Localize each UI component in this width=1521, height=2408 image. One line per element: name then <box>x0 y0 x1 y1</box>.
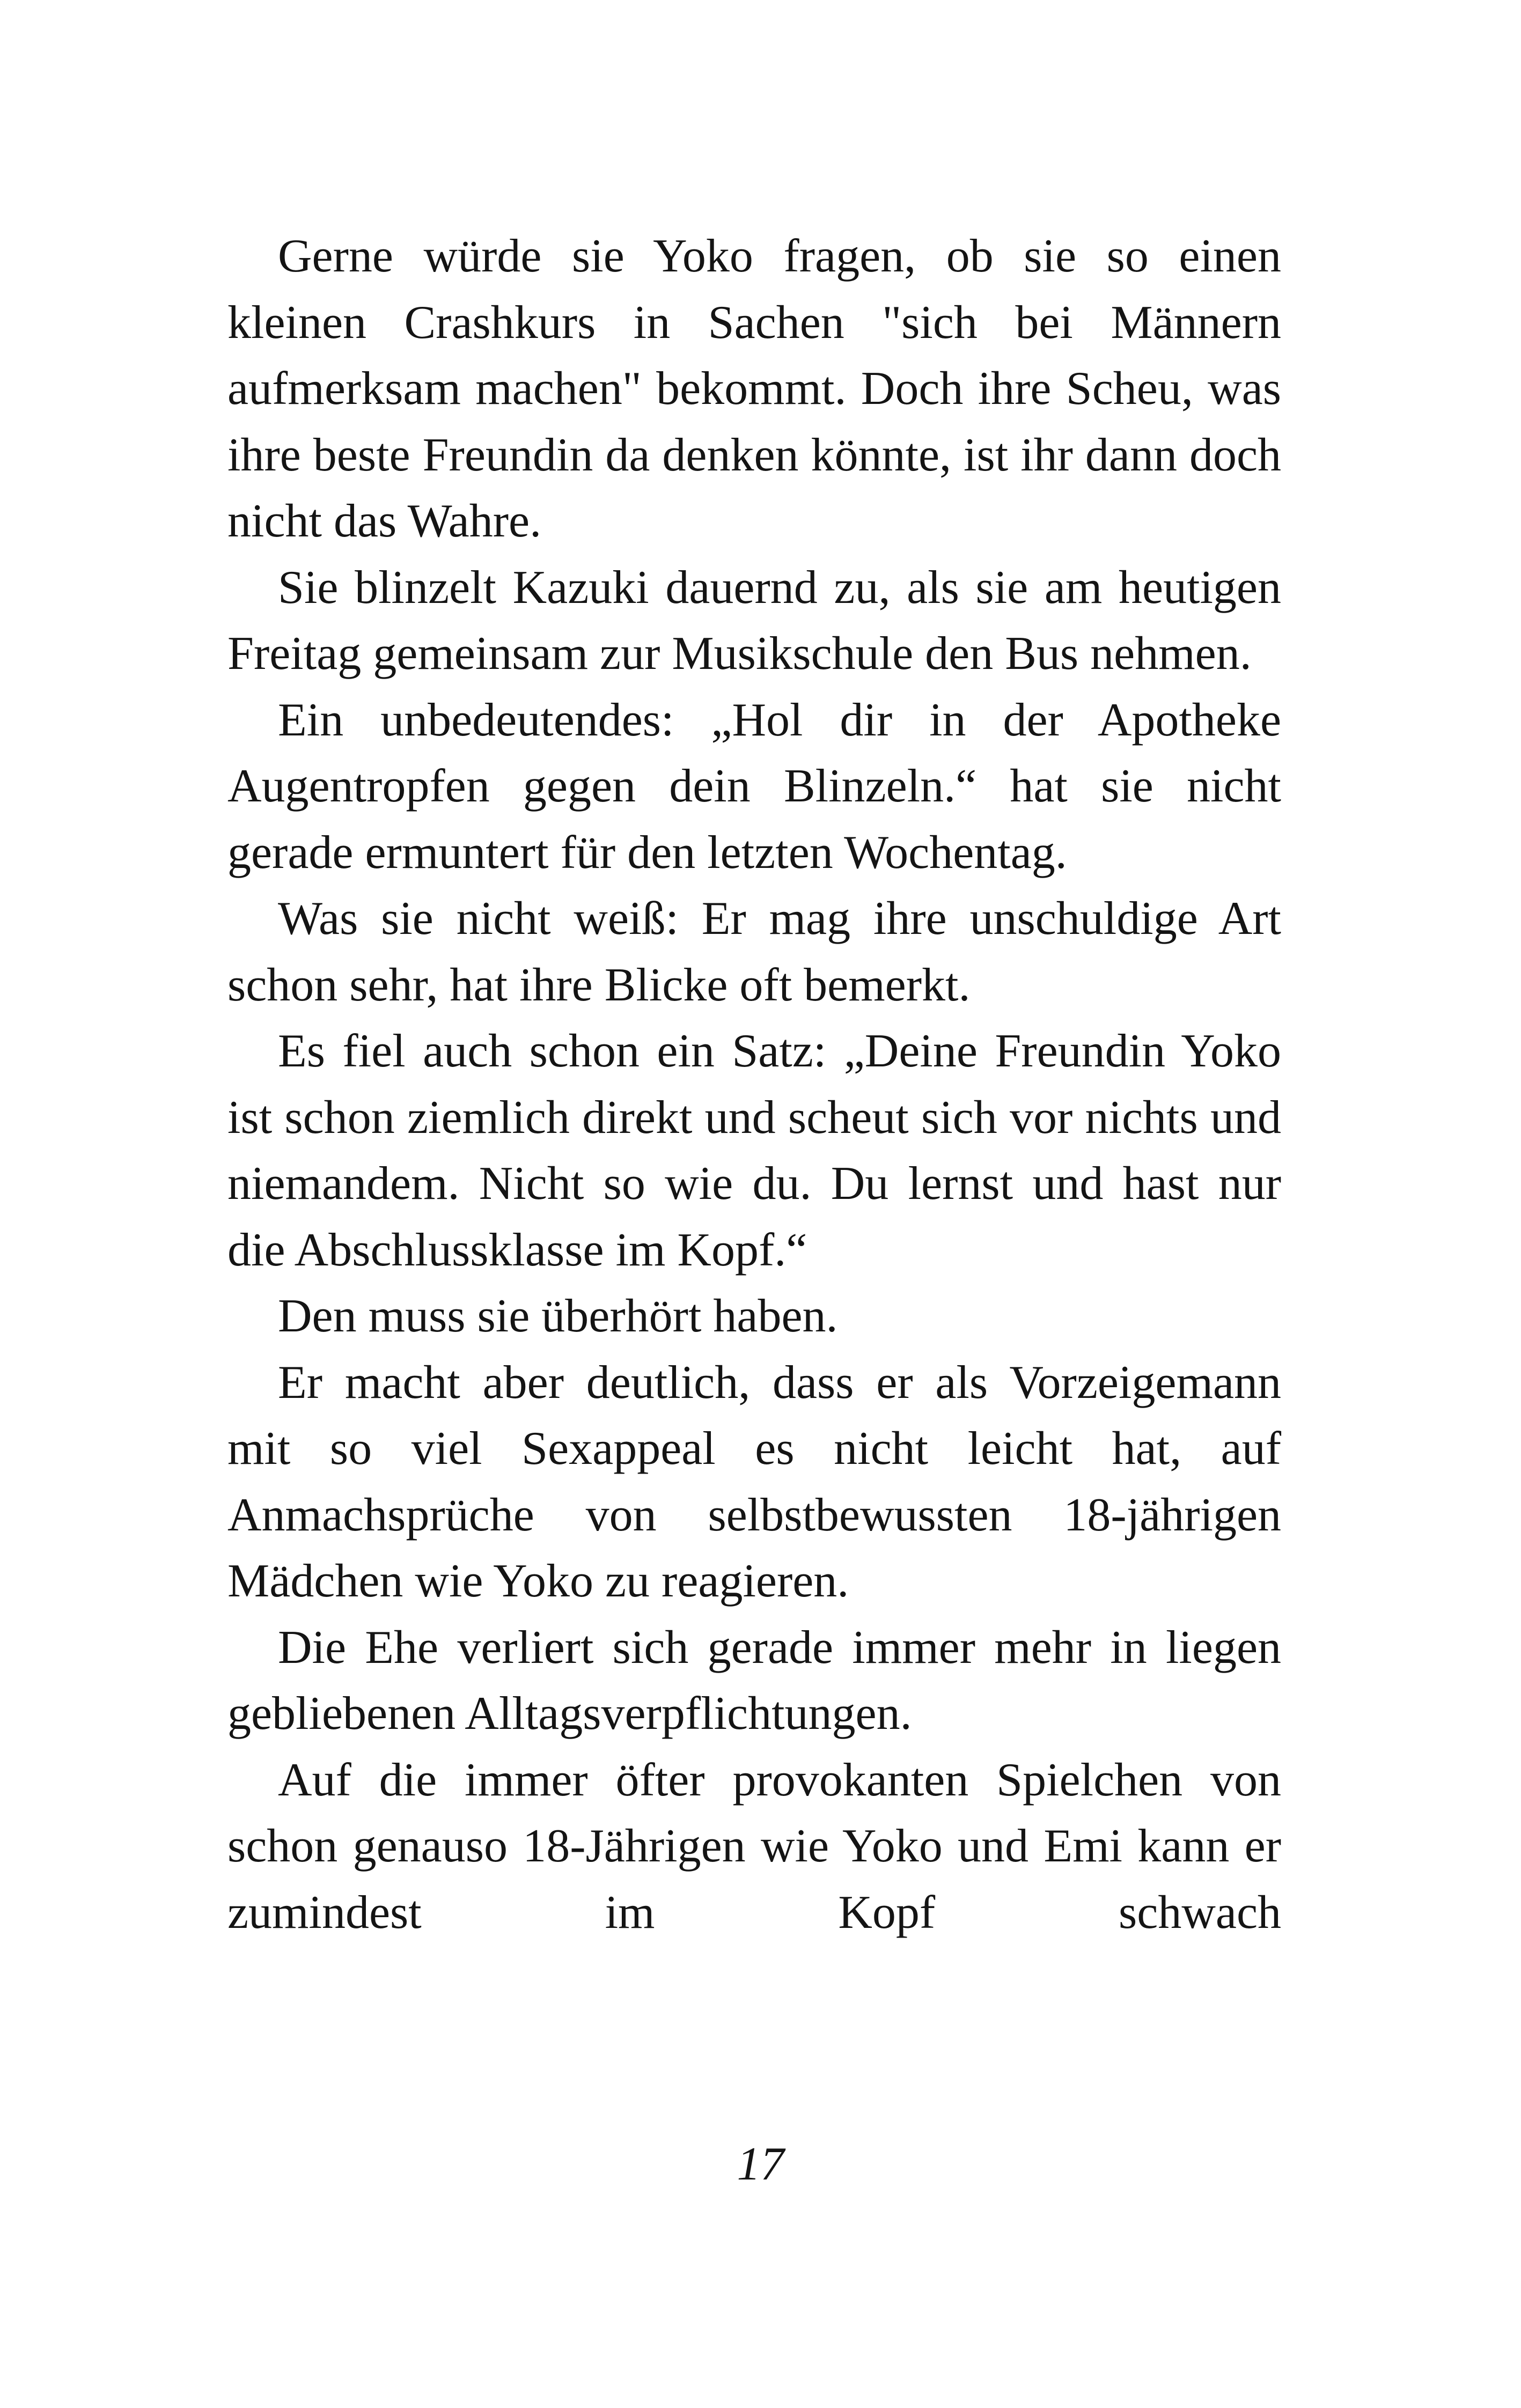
paragraph-7: Er macht aber deutlich, dass er als Vorzeigemann mit so viel Sexappeal es nicht leicht hat, auf Anmachsprüche von selbstbewussten 18-jährigen Mädchen wie Yoko zu reagieren. <box>227 1356 1281 1607</box>
paragraph-4: Was sie nicht weiß: Er mag ihre unschuldige Art schon sehr, hat ihre Blicke oft bemerkt. <box>227 893 1281 1011</box>
paragraph-3: Ein unbedeutendes: „Hol dir in der Apotheke Augentropfen gegen dein Blinzeln.“ hat sie nicht gerade ermuntert für den letzten Wochentag. <box>227 694 1281 879</box>
paragraph-6: Den muss sie überhört haben. <box>278 1290 838 1342</box>
body-text <box>227 223 1281 1946</box>
paragraph-1: Gerne würde sie Yoko fragen, ob sie so einen kleinen Crashkurs in Sachen "sich bei Männern aufmerksam machen" bekommt. Doch ihre Scheu, was ihre beste Freundin da denken könnte, ist ihr dann doch nicht das Wahre. <box>227 230 1281 547</box>
paragraph-2: Sie blinzelt Kazuki dauernd zu, als sie am heutigen Freitag gemeinsam zur Musikschule den Bus nehmen. <box>227 561 1281 680</box>
paragraph-5: Es fiel auch schon ein Satz: „Deine Freundin Yoko ist schon ziemlich direkt und scheut sich vor nichts und niemandem. Nicht so wie du. Du lernst und hast nur die Abschlussklasse im Kopf.“ <box>227 1025 1281 1276</box>
page-number: 17 <box>737 2138 784 2190</box>
paragraph-9: Auf die immer öfter provokanten Spielchen von schon genauso 18-Jährigen wie Yoko und Emi kann er zumindest im Kopf schwach <box>227 1754 1281 1939</box>
paragraph-8: Die Ehe verliert sich gerade immer mehr in liegen gebliebenen Alltagsverpflichtungen. <box>227 1621 1281 1740</box>
